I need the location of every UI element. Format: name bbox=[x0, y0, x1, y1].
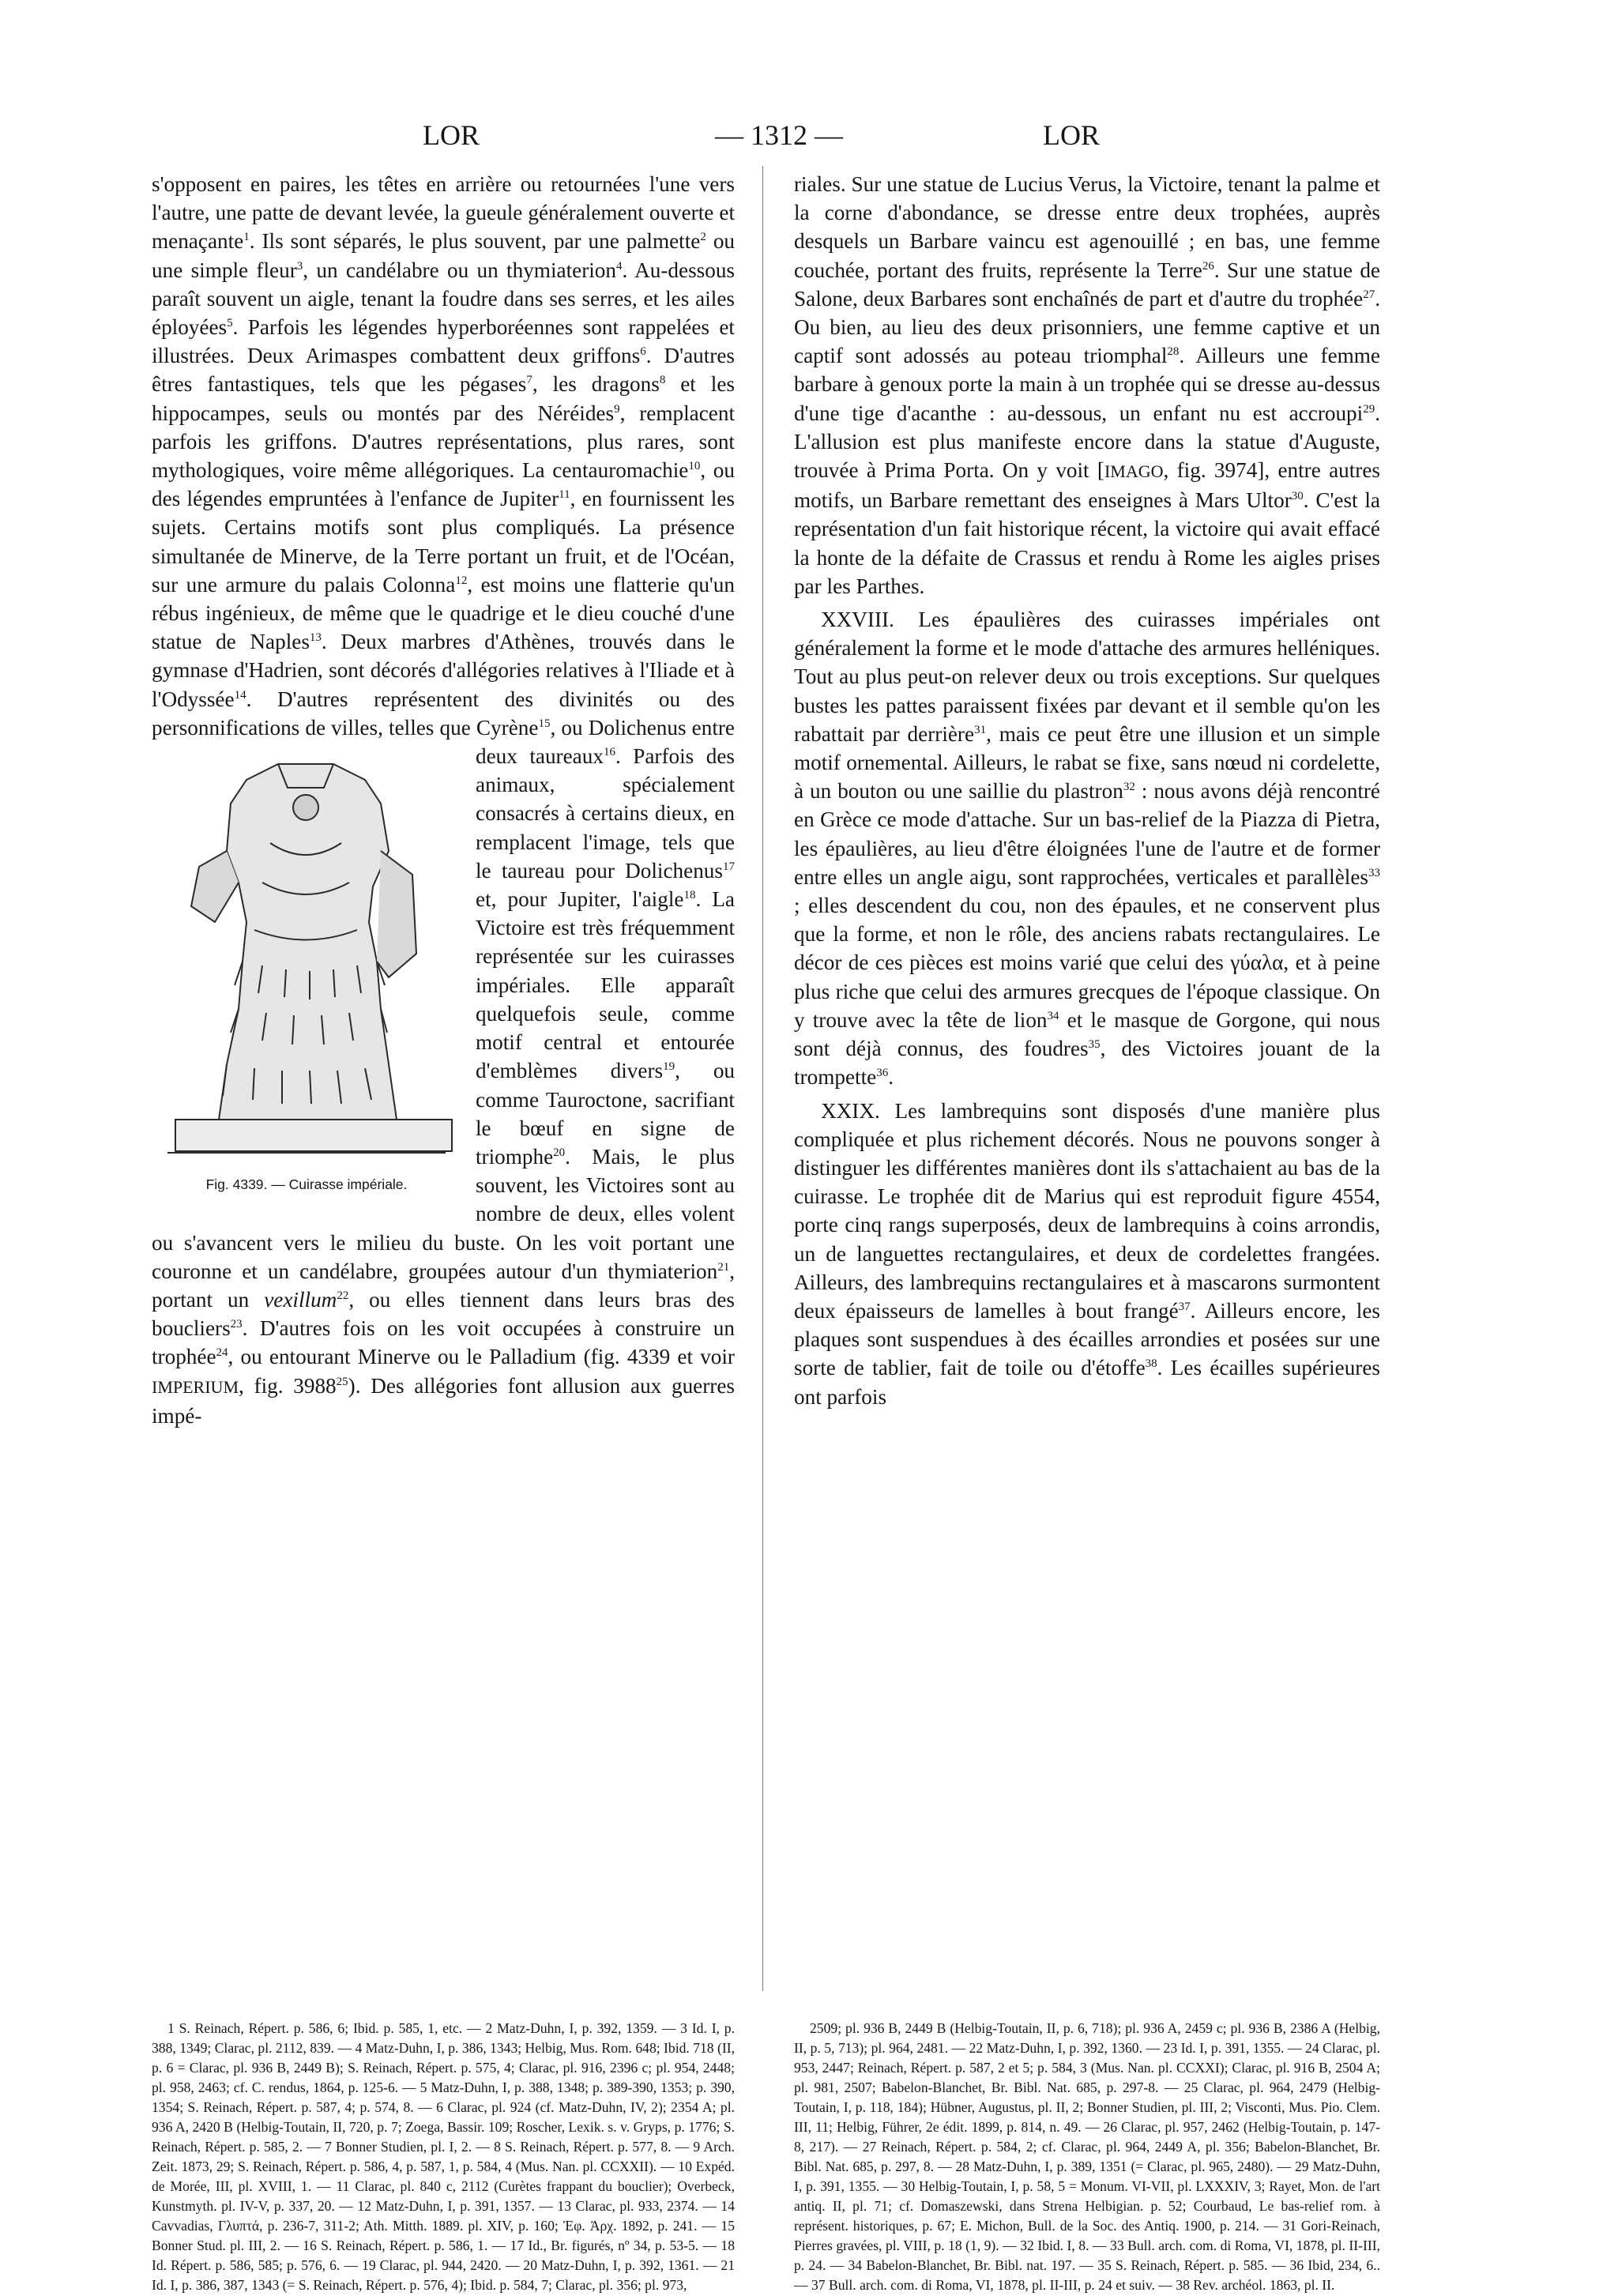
running-head-right: LOR bbox=[1043, 119, 1100, 151]
cuirass-illustration bbox=[152, 748, 461, 1167]
footnotes-right bbox=[794, 2019, 1380, 2295]
page-header bbox=[0, 119, 1618, 166]
paragraph-xxviii: XXVIII. Les épaulières des cuirasses impériales ont généralement la forme et le mode d'attache des armures helléniques. Tout au plus peut-on relever deux ou trois exceptions. Sur quelques bustes les pattes paraissent fixées par devant et il semble qu'on les rabattait par derrière$^{31}$, mais ce peut être une illusion et un simple motif ornemental. Ailleurs, le rabat se fixe, sans nœud ni cordelette, à un bouton ou une saillie du plastron$^{32}$ : nous avons déjà rencontré en Grèce ce mode d'attache. Sur un bas-relief de la Piazza di Pietra, les épaulières, au lieu d'être éloignées l'une de l'autre et de former entre elles un angle aigu, sont rapprochées, verticales et parallèles$^{33}$ ; elles descendent du cou, non des épaules, et ne conservent plus que la forme, et non le rôle, des anciens rabats rectangulaires. Le décor de ces pièces est moins varié que celui des γύαλα, et à peine plus riche que celui des armures grecques de l'époque classique. On y trouve avec la tête de lion$^{34}$ et le masque de Gorgone, qui nous sont déjà connus, des foudres$^{35}$, des Victoires jouant de la trompette$^{36}$. bbox=[794, 608, 1380, 1090]
footnote-text: 1 S. Reinach, Répert. p. 586, 6; Ibid. p. 585, 1, etc. — 2 Matz-Duhn, I, p. 392, 1359. — 3 Id. I, p. 388, 1349; Clarac, pl. 2112, 839. — 4 Matz-Duhn, I, p. 386, 1343; Helbig, Mus. Rom. 648; Ibid. 718 (II, p. 6 = Clarac, pl. 936 B, 2449 B); S. Reinach, Répert. p. 575, 4; Clarac, pl. 916, 2396 c; pl. 954, 2448; pl. 958, 2463; cf. C. rendus, 1864, p. 125-6. — 5 Matz-Duhn, I, p. 388, 1348; p. 389-390, 1353; p. 390, 1354; S. Reinach, Répert. p. 587, 4; p. 574, 8. — 6 Clarac, pl. 924 (cf. Matz-Duhn, IV, 2); 2354 A; pl. 936 A, 2420 B (Helbig-Toutain, II, 720, p. 7; Zoega, Bassir. 109; Roscher, Lexik. s. v. Gryps, p. 1776; S. Reinach, Répert. p. 585, 2. — 7 Bonner Studien, pl. I, 2. — 8 S. Reinach, Répert. p. 577, 8. — 9 Arch. Zeit. 1873, 29; S. Reinach, Répert. p. 586, 4, p. 587, 1, p. 584, 4 (Mus. Nan. pl. CCXXII). — 10 Expéd. de Morée, III, pl. XVIII, 1. — 11 Clarac, pl. 840 c, 2112 (Curètes frappant du bouclier); Overbeck, Kunstmyth. pl. IV-V, p. 337, 20. — 12 Matz-Duhn, I, p. 391, 1357. — 13 Clarac, pl. 933, 2374. — 14 Cavvadias, Γλυπτά, p. 236-7, 311-2; Ath. Mitth. 1889. pl. XIV, p. 160; Ἐφ. Ἀρχ. 1892, p. 241. — 15 Bonner Stud. pl. III, 2. — 16 S. Reinach, Répert. p. 586, 1. — 17 Id., Br. figurés, nº 34, p. 53-5. — 18 Id. Répert. p. 586, 585; p. 576, 6. — 19 Clarac, pl. 944, 2420. — 20 Matz-Duhn, I, p. 392, 1361. — 21 Id. I, p. 386, 387, 1343 (= S. Reinach, Répert. p. 576, 4); Ibid. p. 584, 7; Clarac, pl. 356; pl. 973, bbox=[152, 2020, 735, 2293]
footnote-text: 2509; pl. 936 B, 2449 B (Helbig-Toutain, II, p. 6, 718); pl. 936 A, 2459 c; pl. 936 B, 2386 A (Helbig, II, p. 5, 713); pl. 964, 2481. — 22 Matz-Duhn, I, p. 392, 1360. — 23 Id. I, p. 391, 1355. — 24 Clarac, pl. 953, 2447; Reinach, Répert. p. 587, 2 et 5; p. 584, 3 (Mus. Nan. pl. CCXXI); Clarac, pl. 916 B, 2504 A; pl. 981, 2507; Babelon-Blanchet, Br. Bibl. Nat. 685, p. 297-8. — 25 Clarac, pl. 964, 2479 (Helbig-Toutain, I, p. 118, 184); Hübner, Augustus, pl. II, 2; Bonner Studien, pl. III, 2; Visconti, Mus. Pio. Clem. III, 11; Helbig, Führer, 2e édit. 1899, p. 814, n. 49. — 26 Clarac, pl. 957, 2462 (Helbig-Toutain, p. 147-8, 217). — 27 Reinach, Répert. p. 584, 2; cf. Clarac, pl. 964, 2449 A, pl. 356; Babelon-Blanchet, Br. Bibl. Nat. 685, p. 297, 8. — 28 Matz-Duhn, I, p. 389, 1351 (= Clarac, pl. 965, 2480). — 29 Matz-Duhn, I, p. 391, 1355. — 30 Helbig-Toutain, I, p. 58, 5 = Monum. VI-VII, pl. LXXXIV, 3; Rayet, Mon. de l'art antiq. II, pl. 71; cf. Domaszewski, dans Strena Helbigian. p. 52; Courbaud, Le bas-relief rom. à représent. historiques, p. 67; E. Michon, Bull. de la Soc. des Antiq. 1900, p. 214. — 31 Gori-Reinach, Pierres gravées, pl. VIII, p. 18 (1, 9). — 32 Ibid. I, 8. — 33 Bull. arch. com. di Roma, VI, 1878, pl. II-III, p. 24. — 34 Babelon-Blanchet, Br. Bibl. nat. 197. — 35 S. Reinach, Répert. p. 585. — 36 Ibid, 234, 6.. — 37 Bull. arch. com. di Roma, VI, 1878, pl. II-III, p. 24 et suiv. — 38 Rev. archéol. 1863, pl. II. bbox=[794, 2020, 1380, 2293]
footnotes-left bbox=[152, 2019, 735, 2295]
left-column bbox=[152, 170, 735, 1435]
paragraph-xxix: XXIX. Les lambrequins sont disposés d'une manière plus compliquée et plus richement décorés. Nous ne pouvons songer à distinguer les différentes manières dont ils s'attachaient au bas de la cuirasse. Le trophée dit de Marius qui est reproduit figure 4554, porte cinq rangs superposés, deux de lambrequins à coins arrondis, un de languettes rectangulaires, et deux de cordelettes frangées. Ailleurs, des lambrequins rectangulaires et à mascarons surmontent deux épaisseurs de lamelles à bout frangé$^{37}$. Ailleurs encore, les plaques sont suspendues à des écailles arrondies et posées sur une sorte de tablier, fait de toile ou d'étoffe$^{38}$. Les écailles supérieures ont parfois bbox=[794, 1098, 1380, 1409]
paragraph: riales. Sur une statue de Lucius Verus, la Victoire, tenant la palme et la corne d'abondance, se dresse entre deux trophées, auprès desquels un Barbare vaincu est agenouillé ; en bas, une femme couchée, portant des fruits, représente la Terre$^{26}$. Sur une statue de Salone, deux Barbares sont enchaînés de part et d'autre du trophée$^{27}$. Ou bien, au lieu des deux prisonniers, une femme captive et un captif sont adossés au poteau triomphal$^{28}$. Ailleurs une femme barbare à genoux porte la main à un trophée qui se dresse au-dessus d'une tige d'acanthe : au-dessous, un enfant nu est accroupi$^{29}$. L'allusion est plus manifeste encore dans la statue d'Auguste, trouvée à Prima Porta. On y voit [IMAGO, fig. 3974], entre autres motifs, un Barbare remettant des enseignes à Mars Ultor$^{30}$. C'est la représentation d'un fait historique récent, la victoire qui avait effacé la honte de la défaite de Crassus et rendu à Rome les aigles prises par les Parthes. bbox=[794, 172, 1380, 598]
figure-caption: Fig. 4339. — Cuirasse impériale. bbox=[205, 1176, 408, 1193]
column-divider bbox=[762, 166, 763, 1991]
running-head-left: LOR bbox=[423, 119, 480, 151]
page-number: — 1312 — bbox=[715, 119, 843, 151]
right-column bbox=[794, 170, 1380, 1416]
figure-cuirass bbox=[152, 748, 461, 1199]
paragraph: s'opposent en paires, les têtes en arrière ou retournées l'une vers l'autre, une patte de devant levée, la gueule généralement ouverte et menaçante$^1$. Ils sont séparés, le plus souvent, par une palmette$^2$ ou une simple fleur$^3$, un candélabre ou un thymiaterion$^4$. Au-dessous paraît souvent un aigle, tenant la foudre dans ses serres, et les ailes éployées$^5$. Parfois les légendes hyperboréennes sont rappelées et illustrées. Deux Arimaspes combattent deux griffons$^6$. D'autres êtres fantastiques, tels que les pégases$^7$, les dragons$^8$ et les hippocampes, seuls ou montés par des Néréides$^9$, remplacent parfois les griffons. D'autres représentations, plus rares, sont mythologiques, voire même allégoriques. La centauromachie$^{10}$, ou des légendes empruntées à l'enfance de Jupiter$^{11}$, en fournissent les sujets. Certains motifs sont plus compliqués. La présence simultanée de Minerve, de la Terre portant un fruit, et de l'Océan, sur une armure du palais Colonna$^{12}$, est moins une flatterie qu'un rébus ingénieux, de même que le quadrige et le dieu couché d'une statue de Naples$^{13}$. Deux marbres d'Athènes, trouvés dans le gymnase d'Hadrien, sont décorés d'allégories relatives à l'Iliade et à l'Odyssée$^{14}$. D'autres représentent des divinités ou des personnifications de villes, telles que Cyrène Fig. 4339. — Cuirasse impériale. $^{15}$, ou Dolichenus entre deux taureaux$^{16}$. Parfois des animaux, spécialement consacrés à certains dieux, en remplacent l'image, tels que le taureau pour Dolichenus$^{17}$ et, pour Jupiter, l'aigle$^{18}$. La Victoire est très fréquemment représentée sur les cuirasses impériales. Elle apparaît quelquefois seule, comme motif central et entourée d'emblèmes divers$^{19}$, ou comme Tauroctone, sacrifiant le bœuf en signe de triomphe$^{20}$. Mais, le plus souvent, les Victoires sont au nombre de deux, elles volent ou s'avancent vers le milieu du buste. On les voit portant une couronne et un candélabre, groupées autour d'un thymiaterion$^{21}$, portant un vexillum$^{22}$, ou elles tiennent dans leurs bras des boucliers$^{23}$. D'autres fois on les voit occupées à construire un trophée$^{24}$, ou entourant Minerve ou le Palladium (fig. 4339 et voir IMPERIUM, fig. 3988$^{25}$). Des allégories font allusion aux guerres impé- bbox=[152, 172, 736, 1428]
